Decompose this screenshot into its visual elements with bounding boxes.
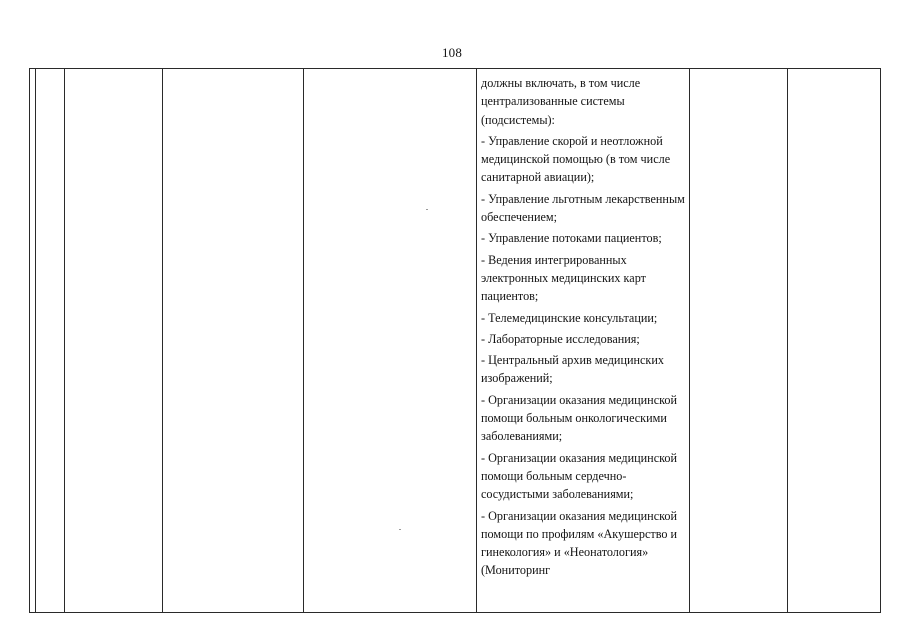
list-item: - Управление льготным лекарственным обеспечением; [481, 191, 685, 225]
document-table [29, 68, 881, 613]
list-item: - Центральный архив медицинских изображений; [481, 353, 664, 386]
list-item: - Управление скорой и неотложной медицинской помощью (в том числе санитарной авиации); [481, 133, 671, 185]
table-column-divider [162, 69, 163, 612]
list-item: - Организации оказания медицинской помощи больным сердечно-сосудистыми заболеваниями; [481, 450, 678, 502]
list-item: - Управление потоками пациентов; [481, 231, 662, 246]
table-column-divider [35, 69, 36, 612]
requirements-cell [481, 74, 693, 580]
list-item: - Лабораторные исследования; [481, 331, 640, 346]
list-item: - Ведения интегрированных электронных медицинских карт пациентов; [481, 252, 646, 304]
scan-speck [426, 209, 428, 210]
list-item: - Телемедицинские консультации; [481, 310, 658, 325]
table-column-divider [303, 69, 304, 612]
table-column-divider [787, 69, 788, 612]
table-column-divider [64, 69, 65, 612]
page-number: 108 [441, 45, 463, 60]
scan-speck [399, 529, 401, 530]
table-column-divider [476, 69, 477, 612]
list-item: - Организации оказания медицинской помощи больным онкологическими заболеваниями; [481, 392, 678, 444]
cell-intro-text: должны включать, в том числе централизованные системы (подсистемы): [481, 76, 641, 127]
list-item: - Организации оказания медицинской помощи по профилям «Акушерство и гинекология» и «Неонатология» (Мониторинг [481, 508, 678, 578]
